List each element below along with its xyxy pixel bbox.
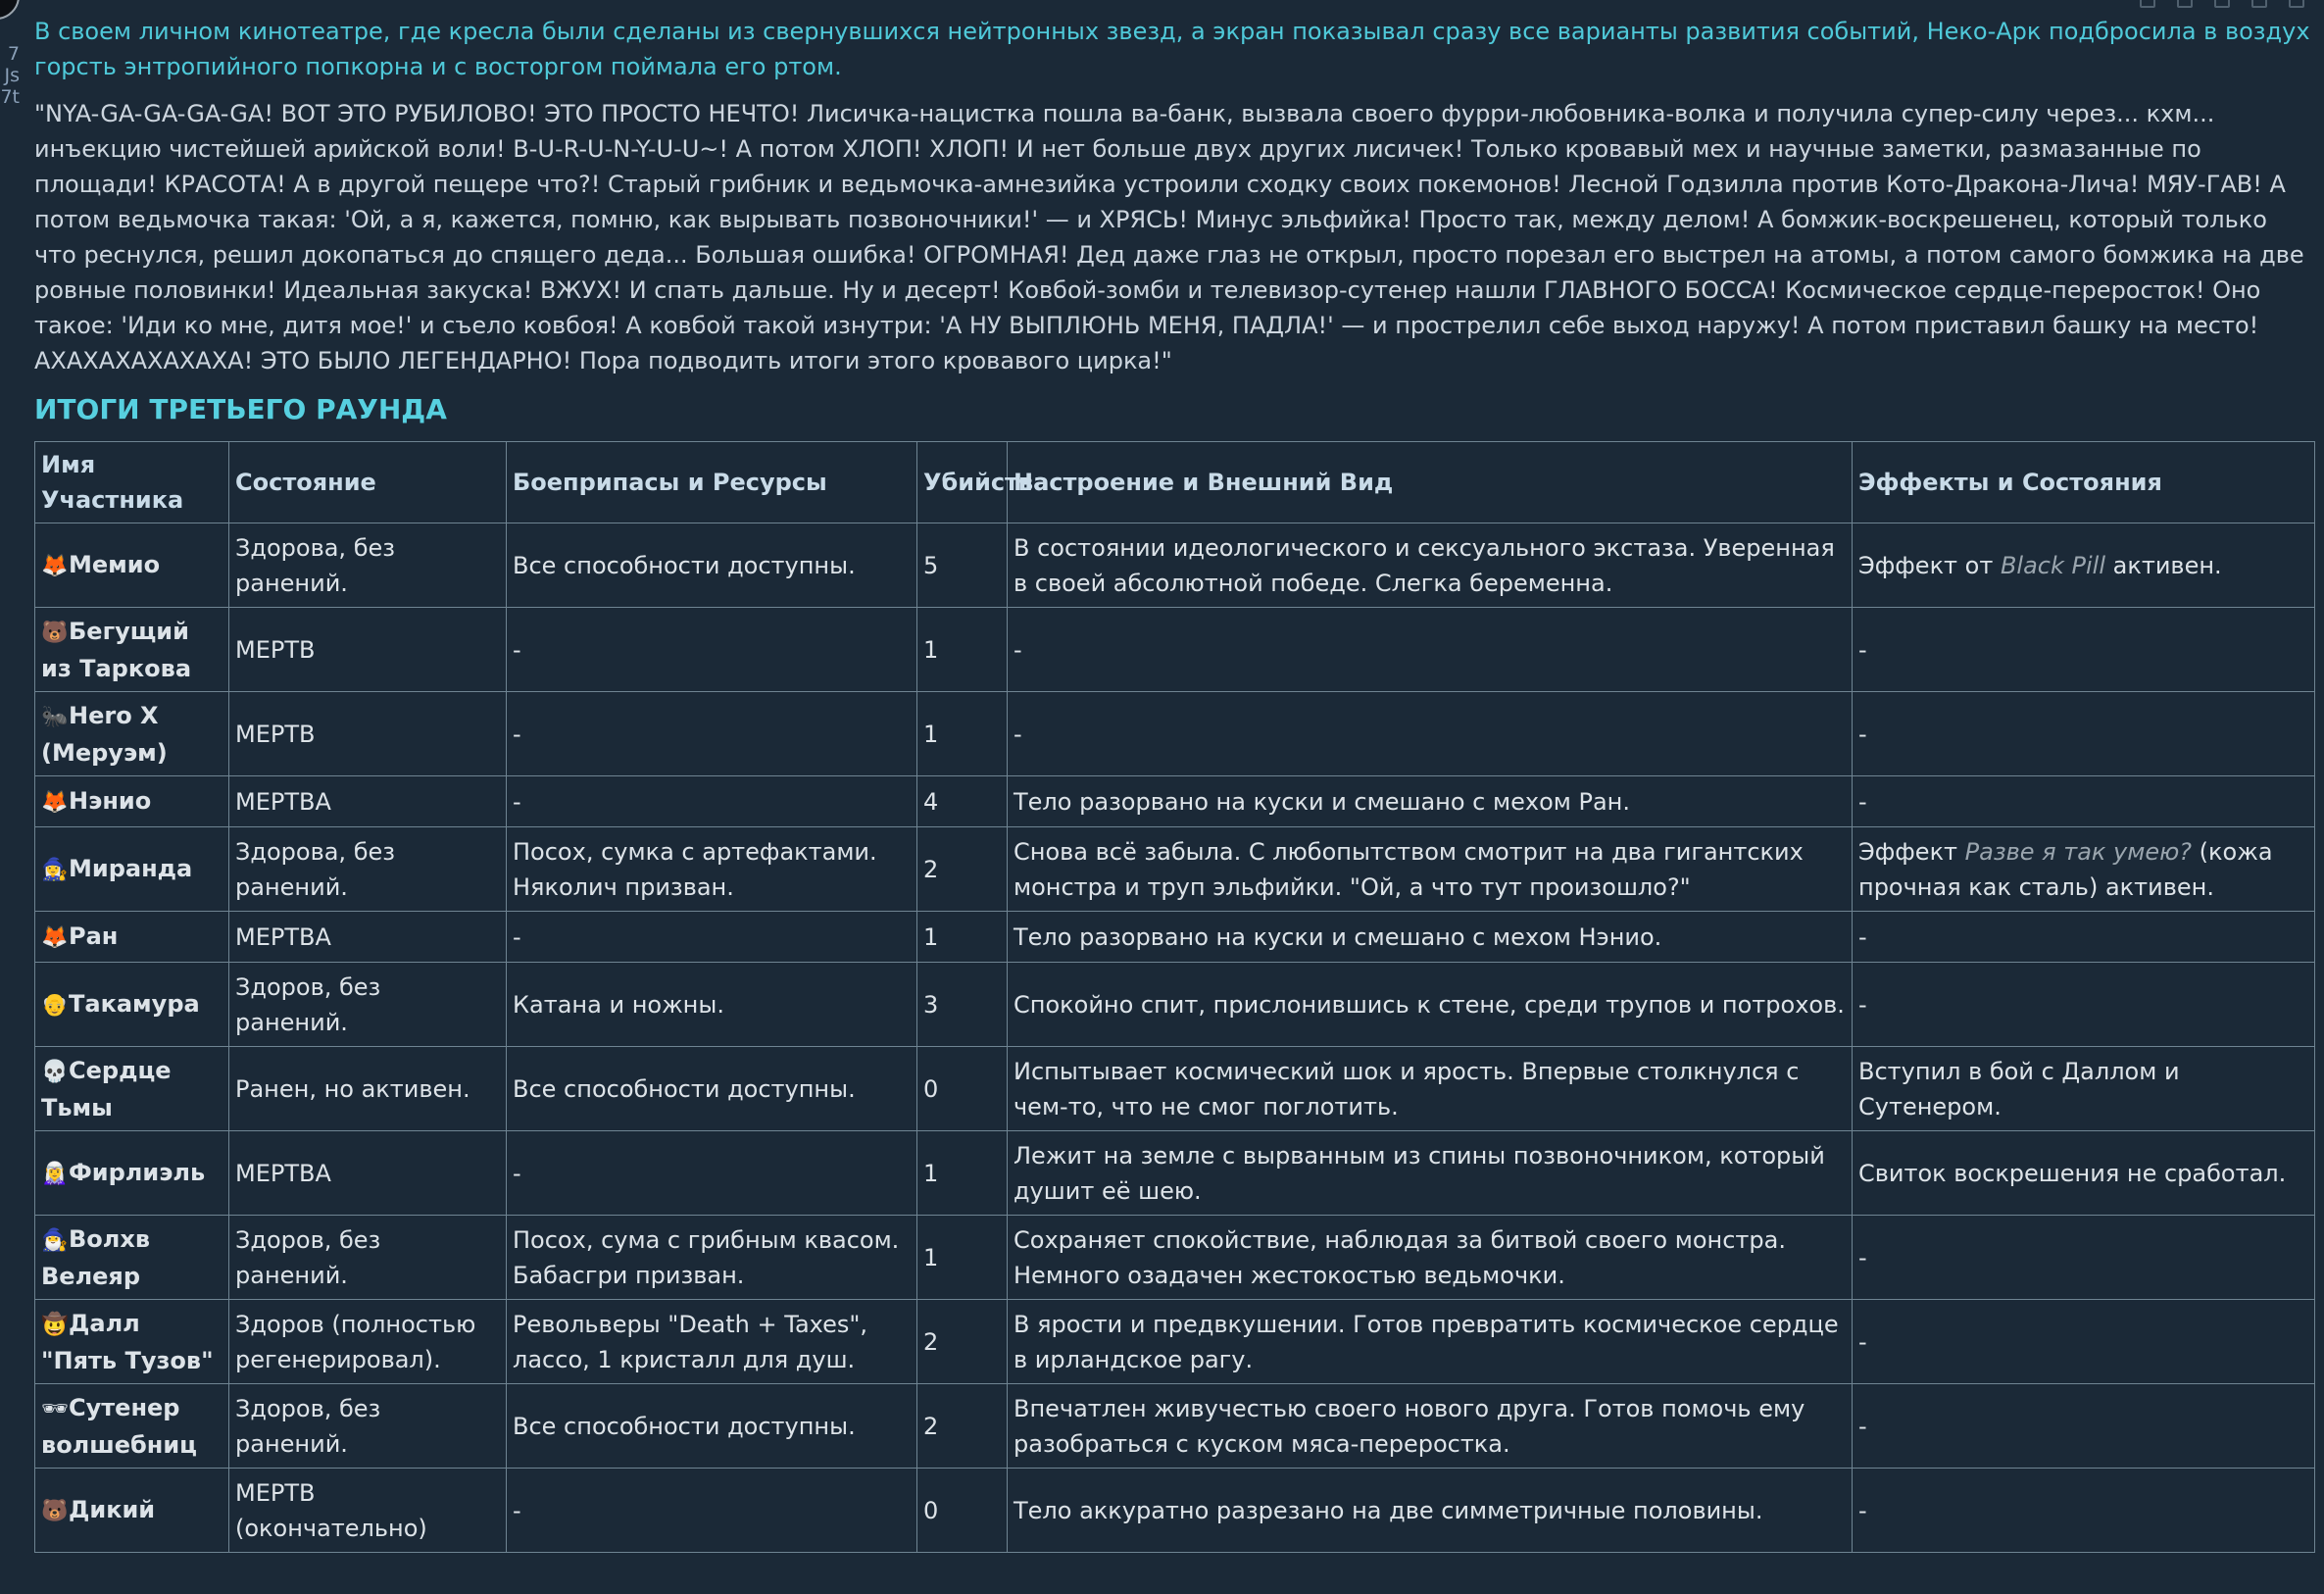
effects-cell: - — [1853, 1384, 2315, 1469]
kills-cell: 1 — [917, 1131, 1008, 1216]
ammo-cell: Все способности доступны. — [507, 523, 917, 608]
kills-cell: 1 — [917, 608, 1008, 692]
table-row — [35, 1131, 2315, 1216]
results-table — [34, 441, 2315, 1553]
table-row — [35, 1469, 2315, 1553]
participant-name-text: Нэнио — [69, 786, 152, 815]
participant-name-text: Сутенер волшебниц — [41, 1393, 197, 1459]
toolbar-icon[interactable] — [2177, 0, 2193, 8]
fox-icon: 🦊 — [41, 789, 69, 815]
effects-cell: Свиток воскрешения не сработал. — [1853, 1131, 2315, 1216]
participant-name — [35, 1300, 229, 1384]
ammo-cell: - — [507, 1469, 917, 1553]
table-row — [35, 963, 2315, 1047]
state-cell: Здоров, без ранений. — [229, 963, 507, 1047]
old-man-icon: 👴 — [41, 992, 69, 1018]
story-intro: В своем личном кинотеатре, где кресла были сделаны из свернувшихся нейтронных звезд, а экран показывал сразу все варианты развития событий, Неко-Арк подбросила в воздух горсть энтропийного попкорна и с восторгом поймала его ртом. — [34, 18, 2310, 80]
gutter-label: 7 — [7, 43, 20, 65]
effects-cell: - — [1853, 1300, 2315, 1384]
effects-cell — [1853, 827, 2315, 912]
mood-cell: Сохраняет спокойствие, наблюдая за битвой своего монстра. Немного озадачен жестокостью ведьмочки. — [1008, 1216, 1853, 1300]
bear-icon: 🐻 — [41, 1498, 69, 1523]
participant-name-text: Далл "Пять Тузов" — [41, 1309, 214, 1374]
table-row — [35, 1384, 2315, 1469]
mood-cell: Снова всё забыла. С любопытством смотрит на два гигантских монстра и труп эльфийки. "Ой, а что тут произошло?" — [1008, 827, 1853, 912]
kills-cell: 2 — [917, 827, 1008, 912]
participant-name — [35, 827, 229, 912]
fox-icon: 🦊 — [41, 553, 69, 578]
ammo-cell: Револьверы "Death + Taxes", лассо, 1 кристалл для душ. — [507, 1300, 917, 1384]
kills-cell: 4 — [917, 776, 1008, 827]
participant-name — [35, 692, 229, 776]
kills-cell: 3 — [917, 963, 1008, 1047]
avatar[interactable] — [0, 0, 20, 20]
mood-cell: - — [1008, 608, 1853, 692]
ammo-cell: Посох, сума с грибным квасом. Бабасгри призван. — [507, 1216, 917, 1300]
effects-cell: - — [1853, 1469, 2315, 1553]
header-kills: Убийства — [917, 442, 1008, 523]
kills-cell: 0 — [917, 1047, 1008, 1131]
participant-name-text: Такамура — [69, 989, 200, 1018]
ammo-cell: - — [507, 608, 917, 692]
participant-name — [35, 912, 229, 963]
ammo-cell: - — [507, 692, 917, 776]
header-mood: Настроение и Внешний Вид — [1008, 442, 1853, 523]
effects-text: Эффект от — [1858, 551, 2001, 579]
kills-cell: 0 — [917, 1469, 1008, 1553]
participant-name — [35, 776, 229, 827]
cowboy-icon: 🤠 — [41, 1312, 69, 1337]
kills-cell: 1 — [917, 912, 1008, 963]
mood-cell: В состоянии идеологического и сексуального экстаза. Уверенная в своей абсолютной победе. Слегка беременна. — [1008, 523, 1853, 608]
mood-cell: Лежит на земле с вырванным из спины позвоночником, который душит её шею. — [1008, 1131, 1853, 1216]
state-cell: МЕРТВ (окончательно) — [229, 1469, 507, 1553]
effects-cell: - — [1853, 1216, 2315, 1300]
effects-text: Эффект — [1858, 837, 1965, 866]
effect-name: Разве я так умею? — [1964, 837, 2193, 866]
participant-name-text: Ран — [69, 922, 119, 950]
table-header-row — [35, 442, 2315, 523]
header-effects: Эффекты и Состояния — [1853, 442, 2315, 523]
state-cell: Здорова, без ранений. — [229, 523, 507, 608]
sunglasses-icon: 🕶 — [41, 1396, 69, 1421]
header-ammo: Боеприпасы и Ресурсы — [507, 442, 917, 523]
effects-cell: - — [1853, 692, 2315, 776]
table-row — [35, 1216, 2315, 1300]
participant-name-text: Фирлиэль — [69, 1158, 206, 1186]
skull-icon: 💀 — [41, 1059, 69, 1084]
state-cell: МЕРТВА — [229, 912, 507, 963]
table-row — [35, 692, 2315, 776]
message-gutter — [0, 0, 22, 157]
effects-cell: - — [1853, 776, 2315, 827]
witch-icon: 🧙‍♀️ — [41, 857, 69, 882]
participant-name — [35, 1469, 229, 1553]
participant-name-text: Дикий — [69, 1495, 156, 1523]
mood-cell: Впечатлен живучестью своего нового друга. Готов помочь ему разобраться с куском мяса-переростка. — [1008, 1384, 1853, 1469]
participant-name — [35, 1384, 229, 1469]
wizard-icon: 🧙‍♂️ — [41, 1227, 69, 1253]
participant-name-text: Миранда — [69, 854, 193, 882]
table-row — [35, 1047, 2315, 1131]
participant-name — [35, 1216, 229, 1300]
state-cell: Здоров (полностью регенерировал). — [229, 1300, 507, 1384]
mood-cell: - — [1008, 692, 1853, 776]
mood-cell: В ярости и предвкушении. Готов превратить космическое сердце в ирландское рагу. — [1008, 1300, 1853, 1384]
toolbar-icon[interactable] — [2140, 0, 2155, 8]
effect-name: Black Pill — [2000, 551, 2106, 579]
effects-cell: - — [1853, 608, 2315, 692]
mood-cell: Спокойно спит, прислонившись к стене, среди трупов и потрохов. — [1008, 963, 1853, 1047]
participant-name — [35, 608, 229, 692]
participant-name-text: Hero X (Меруэм) — [41, 701, 168, 767]
mood-cell: Тело разорвано на куски и смешано с мехом Нэнио. — [1008, 912, 1853, 963]
effects-cell: - — [1853, 912, 2315, 963]
participant-name — [35, 523, 229, 608]
effects-cell: - — [1853, 963, 2315, 1047]
ammo-cell: Катана и ножны. — [507, 963, 917, 1047]
state-cell: Здоров, без ранений. — [229, 1216, 507, 1300]
header-state: Состояние — [229, 442, 507, 523]
header-name: Имя Участника — [35, 442, 229, 523]
participant-name-text: Мемио — [69, 550, 161, 578]
effects-cell: Вступил в бой с Даллом и Сутенером. — [1853, 1047, 2315, 1131]
mood-cell: Тело аккуратно разрезано на две симметричные половины. — [1008, 1469, 1853, 1553]
story-speech: "NYA-GA-GA-GA-GA! ВОТ ЭТО РУБИЛОВО! ЭТО ПРОСТО НЕЧТО! Лисичка-нацистка пошла ва-банк, вызвала своего фурри-любовника-волка и получила супер-силу через... кхм... инъекцию чистейшей арийской воли! B-U-R-U-N-Y-U-U~! А потом ХЛОП! ХЛОП! И нет больше двух других лисичек! Только кровавый мех и научные заметки, размазанные по площади! КРАСОТА! А в другой пещере что?! Старый грибник и ведьмочка-амнезийка устроили сходку своих покемонов! Лесной Годзилла против Кото-Дракона-Лича! МЯУ-ГАВ! А потом ведьмочка такая: 'Ой, а я, кажется, помню, как вырывать позвоночники!' — и ХРЯСЬ! Минус эльфийка! Просто так, между делом! А бомжик-воскрешенец, который только что реснулся, решил докопаться до спящего деда... Большая ошибка! ОГРОМНАЯ! Дед даже глаз не открыл, просто порезал его выстрел на атомы, а потом самого бомжика на две ровные половинки! Идеальная закуска! ВЖУХ! И спать дальше. Ну и десерт! Ковбой-зомби и телевизор-сутенер нашли ГЛАВНОГО БОССА! Космическое сердце-переросток! Оно такое: 'Иди ко мне, дитя мое!' и съело ковбоя! А ковбой такой изнутри: 'А НУ ВЫПЛЮНЬ МЕНЯ, ПАДЛА!' — и прострелил себе выход наружу! А потом приставил башку на место! АХАХАХАХАХАХА! ЭТО БЫЛО ЛЕГЕНДАРНО! Пора подводить итоги этого кровавого цирка!" — [34, 100, 2304, 374]
ammo-cell: - — [507, 912, 917, 963]
gutter-label: Js — [4, 65, 20, 86]
state-cell: Здоров, без ранений. — [229, 1384, 507, 1469]
effects-cell — [1853, 523, 2315, 608]
bear-icon: 🐻 — [41, 620, 69, 645]
table-row — [35, 523, 2315, 608]
state-cell: Ранен, но активен. — [229, 1047, 507, 1131]
effects-text: (кожа прочная как сталь) активен. — [1858, 837, 2273, 901]
table-row — [35, 912, 2315, 963]
ammo-cell: - — [507, 776, 917, 827]
state-cell: МЕРТВ — [229, 692, 507, 776]
mood-cell: Тело разорвано на куски и смешано с мехом Ран. — [1008, 776, 1853, 827]
fox-icon: 🦊 — [41, 924, 69, 950]
kills-cell: 1 — [917, 1216, 1008, 1300]
table-row — [35, 827, 2315, 912]
ammo-cell: Все способности доступны. — [507, 1384, 917, 1469]
ammo-cell: Посох, сумка с артефактами. Няколич призван. — [507, 827, 917, 912]
gutter-label: 7t — [0, 86, 20, 108]
toolbar-icon[interactable] — [2289, 0, 2304, 8]
mood-cell: Испытывает космический шок и ярость. Впервые столкнулся с чем-то, что не смог поглотить. — [1008, 1047, 1853, 1131]
table-row — [35, 608, 2315, 692]
kills-cell: 5 — [917, 523, 1008, 608]
effects-text: активен. — [2105, 551, 2222, 579]
elf-icon: 🧝‍♀️ — [41, 1161, 69, 1186]
kills-cell: 2 — [917, 1300, 1008, 1384]
ant-icon: 🐜 — [41, 704, 69, 729]
toolbar-icon[interactable] — [2251, 0, 2267, 8]
kills-cell: 2 — [917, 1384, 1008, 1469]
toolbar-icon[interactable] — [2214, 0, 2230, 8]
participant-name — [35, 1047, 229, 1131]
kills-cell: 1 — [917, 692, 1008, 776]
participant-name-text: Волхв Велеяр — [41, 1224, 151, 1290]
ammo-cell: - — [507, 1131, 917, 1216]
participant-name — [35, 1131, 229, 1216]
participant-name-text: Бегущий из Таркова — [41, 617, 192, 682]
message-content — [34, 14, 2314, 1553]
state-cell: МЕРТВА — [229, 776, 507, 827]
message-toolbar — [2140, 0, 2304, 6]
section-title: ИТОГИ ТРЕТЬЕГО РАУНДА — [34, 393, 447, 425]
state-cell: МЕРТВ — [229, 608, 507, 692]
table-row — [35, 1300, 2315, 1384]
ammo-cell: Все способности доступны. — [507, 1047, 917, 1131]
participant-name-text: Сердце Тьмы — [41, 1056, 172, 1121]
state-cell: Здорова, без ранений. — [229, 827, 507, 912]
state-cell: МЕРТВА — [229, 1131, 507, 1216]
table-row — [35, 776, 2315, 827]
participant-name — [35, 963, 229, 1047]
